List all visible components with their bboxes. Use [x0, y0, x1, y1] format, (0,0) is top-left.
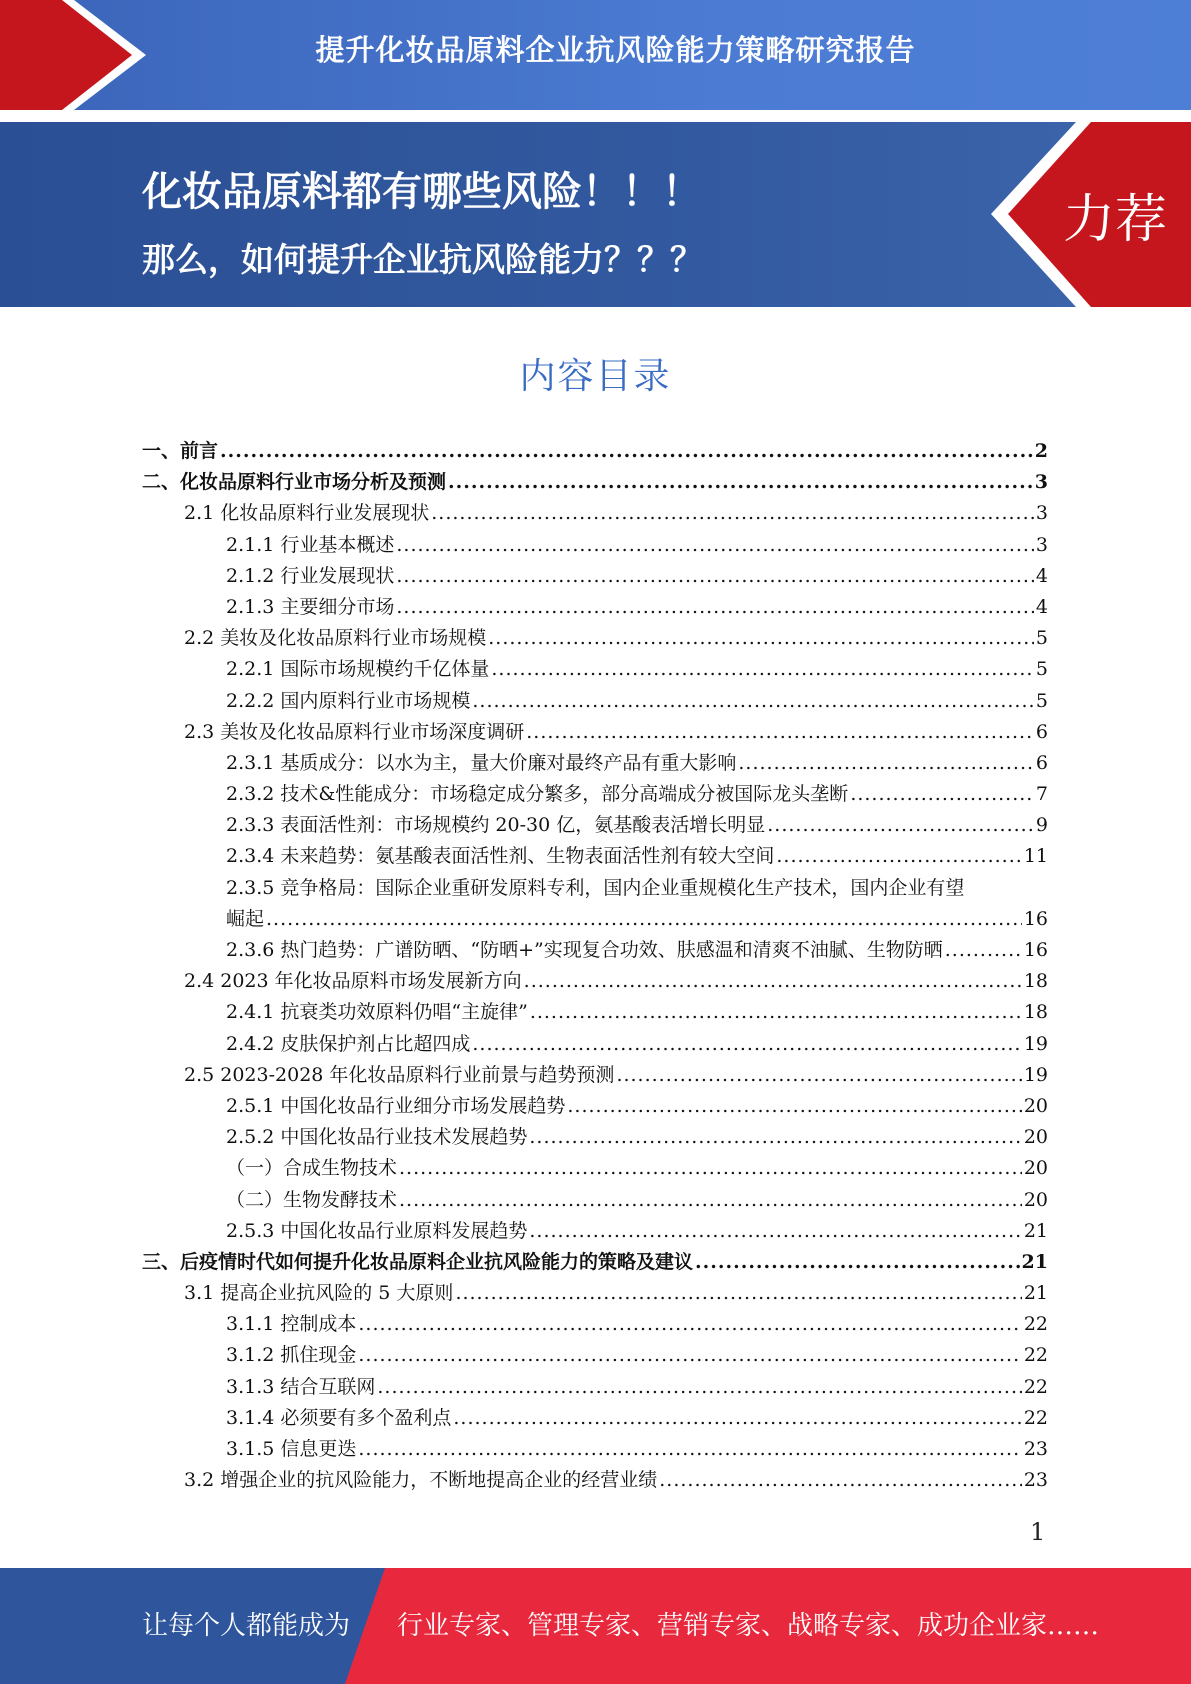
toc-entry[interactable]: 2.3.5 竞争格局：国际企业重研发原料专利，国内企业重规模化生产技术，国内企业有望: [226, 876, 965, 899]
toc-entry[interactable]: 2.3 美妆及化妆品原料行业市场深度调研 ..... 6: [142, 717, 1048, 748]
toc-entry[interactable]: 2.3.3 表面活性剂：市场规模约 20-30 亿，氨基酸表活增长明显 ..... 9: [142, 810, 1048, 841]
footer-slogan-lead: 让每个人都能成为: [142, 1611, 351, 1641]
toc-entry[interactable]: （二）生物发酵技术 ..... 20: [142, 1185, 1048, 1216]
toc-entry[interactable]: 3.1.2 抓住现金 ..... 22: [142, 1340, 1048, 1371]
report-title: 提升化妆品原料企业抗风险能力策略研究报告: [315, 33, 916, 67]
toc-entry[interactable]: 2.4.1 抗衰类功效原料仍唱“主旋律” ..... 18: [142, 997, 1048, 1028]
toc-entry[interactable]: 2.4.2 皮肤保护剂占比超四成 ..... 19: [142, 1029, 1048, 1060]
toc-entry-continuation[interactable]: 崛起 ..... 16: [142, 904, 1048, 935]
header-band: [0, 0, 1191, 110]
toc-entry[interactable]: 3.1.4 必须要有多个盈利点 ..... 22: [142, 1403, 1048, 1434]
recommend-badge: 力荐: [1062, 190, 1167, 250]
toc-entry[interactable]: 2.1.1 行业基本概述 ..... 3: [142, 530, 1048, 561]
toc-heading: 内容目录: [519, 356, 672, 397]
toc-entry[interactable]: 2.5.1 中国化妆品行业细分市场发展趋势 ..... 20: [142, 1091, 1048, 1122]
toc-entry[interactable]: 2.3.6 热门趋势：广谱防晒、“防晒+”实现复合功效、肤感温和清爽不油腻、生物防晒 ..... 16: [142, 935, 1048, 966]
toc-entry[interactable]: 3.1.3 结合互联网 ..... 22: [142, 1372, 1048, 1403]
toc-entry[interactable]: 三、后疫情时代如何提升化妆品原料企业抗风险能力的策略及建议 ..... 21: [142, 1247, 1048, 1278]
toc-entry[interactable]: 2.5.2 中国化妆品行业技术发展趋势 ..... 20: [142, 1122, 1048, 1153]
banner-subheadline: 那么，如何提升企业抗风险能力？？？: [142, 240, 703, 279]
footer-band: [0, 1568, 1191, 1684]
toc-entry[interactable]: 3.1 提高企业抗风险的 5 大原则 ..... 21: [142, 1278, 1048, 1309]
toc-entry[interactable]: 2.5.3 中国化妆品行业原料发展趋势 ..... 21: [142, 1216, 1048, 1247]
toc-entry[interactable]: 一、前言 ..... 2: [142, 436, 1048, 467]
toc-entry[interactable]: 3.2 增强企业的抗风险能力，不断地提高企业的经营业绩 ..... 23: [142, 1465, 1048, 1496]
promo-banner: [0, 122, 1191, 307]
toc-entry[interactable]: 2.1.3 主要细分市场 ..... 4: [142, 592, 1048, 623]
toc-entry[interactable]: 3.1.1 控制成本 ..... 22: [142, 1309, 1048, 1340]
toc-entry[interactable]: 3.1.5 信息更迭 ..... 23: [142, 1434, 1048, 1465]
page-number: 1: [1030, 1518, 1046, 1546]
toc-entry[interactable]: 2.1.2 行业发展现状 ..... 4: [142, 561, 1048, 592]
toc-entry[interactable]: 2.3.4 未来趋势：氨基酸表面活性剂、生物表面活性剂有较大空间 ..... 11: [142, 841, 1048, 872]
toc-entry[interactable]: 二、化妆品原料行业市场分析及预测 ..... 3: [142, 467, 1048, 498]
toc-entry[interactable]: 2.3.1 基质成分：以水为主，量大价廉对最终产品有重大影响 ..... 6: [142, 748, 1048, 779]
banner-headline: 化妆品原料都有哪些风险！！！: [142, 169, 702, 215]
toc-entry[interactable]: 2.4 2023 年化妆品原料市场发展新方向 ..... 18: [142, 966, 1048, 997]
toc-entry[interactable]: （一）合成生物技术 ..... 20: [142, 1153, 1048, 1184]
toc-entry[interactable]: 2.2 美妆及化妆品原料行业市场规模 ..... 5: [142, 623, 1048, 654]
toc-entry[interactable]: 2.5 2023-2028 年化妆品原料行业前景与趋势预测 ..... 19: [142, 1060, 1048, 1091]
toc-entry[interactable]: 2.2.1 国际市场规模约千亿体量 ..... 5: [142, 654, 1048, 685]
footer-slogan-roles: 行业专家、管理专家、营销专家、战略专家、成功企业家……: [397, 1611, 1100, 1641]
toc-entry[interactable]: 2.1 化妆品原料行业发展现状 ..... 3: [142, 498, 1048, 529]
toc-entry[interactable]: 2.3.2 技术&性能成分：市场稳定成分繁多，部分高端成分被国际龙头垄断 ..... 7: [142, 779, 1048, 810]
table-of-contents: [142, 436, 1048, 1496]
toc-entry[interactable]: 2.2.2 国内原料行业市场规模 ..... 5: [142, 686, 1048, 717]
